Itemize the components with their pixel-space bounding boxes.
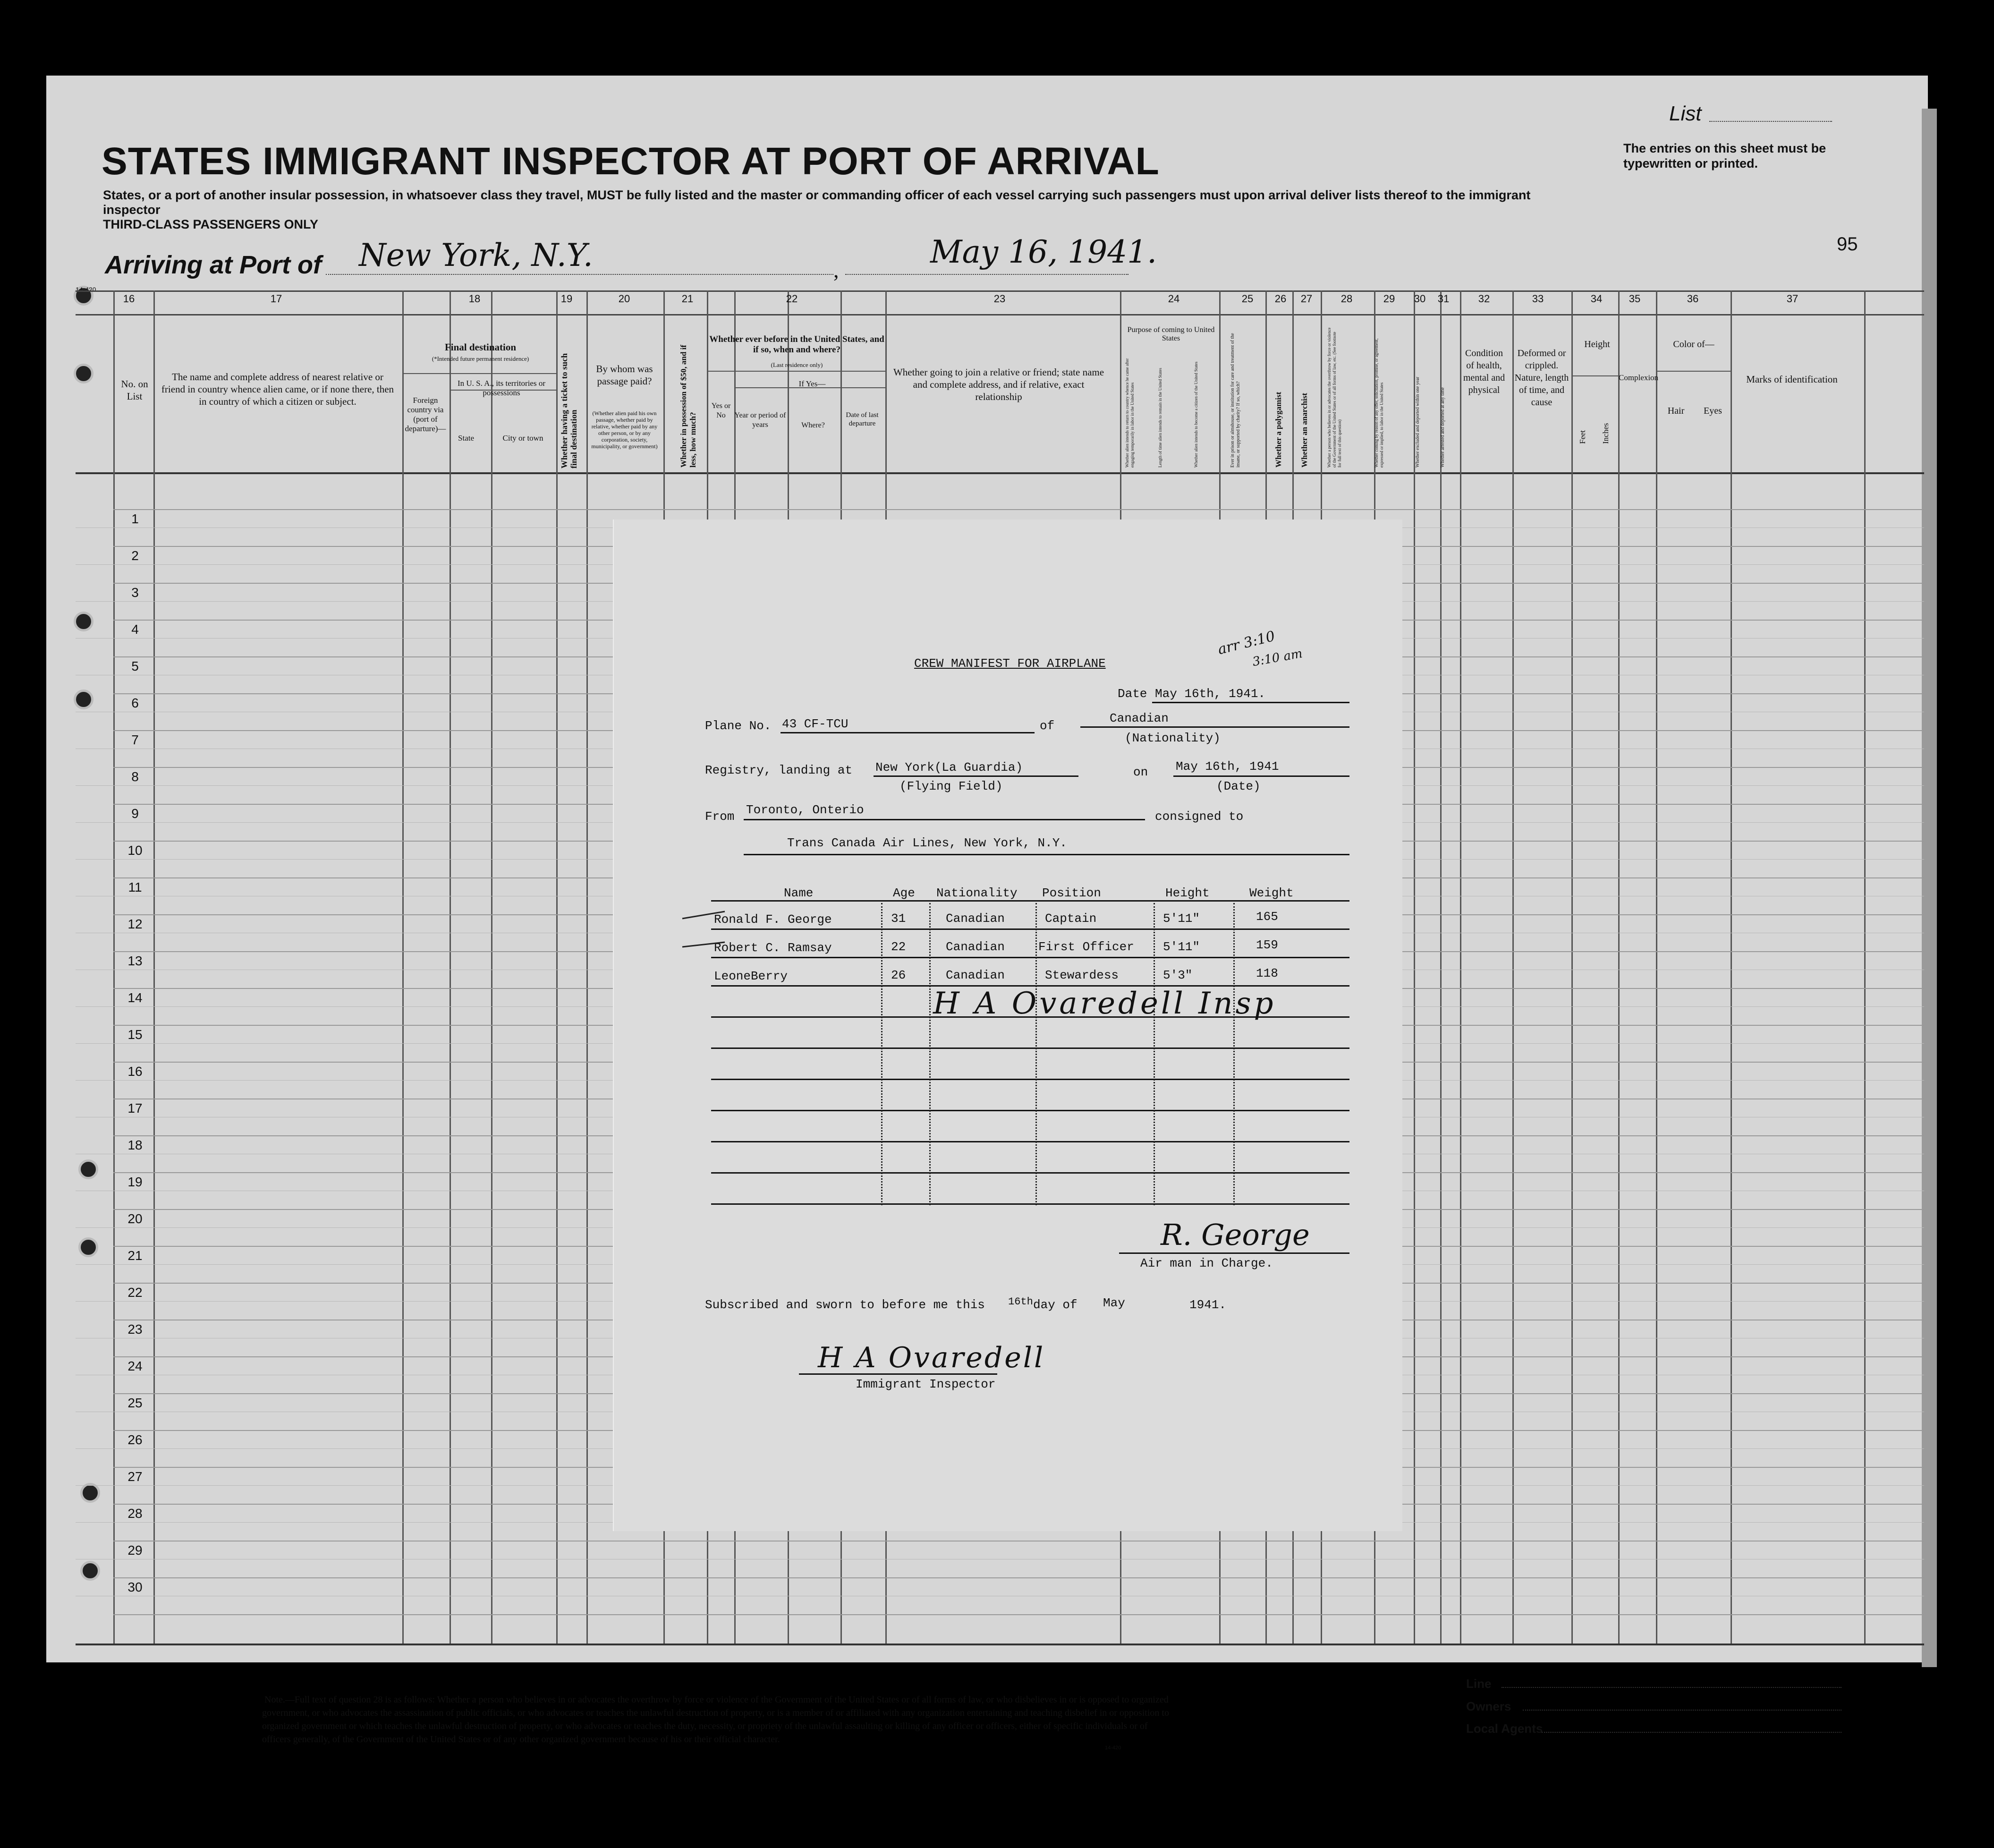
plane-number: 43 CF-TCU	[782, 717, 849, 731]
manifest-title: CREW MANIFEST FOR AIRPLANE	[914, 656, 1106, 671]
row-number: 8	[131, 769, 139, 784]
grid-subheader-line	[402, 373, 556, 374]
row-number: 22	[127, 1285, 143, 1300]
plane-label: Plane No.	[705, 719, 772, 733]
nationality-caption: (Nationality)	[1125, 731, 1221, 745]
grid-column-line	[1414, 290, 1415, 1644]
row-number: 3	[131, 585, 139, 600]
col-number: 24	[1168, 293, 1180, 305]
from-city: Toronto, Onterio	[746, 803, 864, 817]
grid-column-line	[1656, 290, 1657, 1644]
col-number: 34	[1590, 293, 1603, 305]
airman-caption: Air man in Charge.	[1140, 1256, 1273, 1270]
col-number: 33	[1532, 293, 1544, 305]
plane-nationality: Canadian	[1110, 711, 1169, 725]
col-number: 29	[1383, 293, 1395, 305]
grid-column-line	[450, 290, 451, 1644]
header-foreign-country: Foreign country via (port of departure)—	[405, 396, 446, 433]
header-passage-paid: By whom was passage paid?	[596, 363, 653, 387]
crew-1-age: 31	[891, 911, 906, 926]
punch-hole	[78, 1159, 98, 1179]
header-fifty-dollars: Whether in possession of $50, and if less, how much?	[679, 345, 697, 468]
entries-note: The entries on this sheet must be typewritten or printed.	[1623, 141, 1826, 170]
grid-column-line	[1512, 290, 1514, 1644]
grid-column-line	[1440, 290, 1442, 1644]
header-anarchist: Whether an anarchist	[1300, 392, 1309, 468]
col-number: 22	[786, 293, 798, 305]
sworn-year: 1941.	[1189, 1298, 1227, 1312]
from-line	[744, 819, 1145, 820]
crew-2-height: 5'11"	[1163, 940, 1200, 954]
landing-field: New York(La Guardia)	[875, 760, 1023, 775]
sworn-day: 16th	[1008, 1296, 1033, 1308]
grid-column-line	[1731, 290, 1732, 1644]
grid-column-line	[153, 290, 155, 1644]
header-arrested: Whether arrested and deported at any time	[1440, 387, 1445, 468]
row-number: 9	[131, 806, 139, 821]
row-number: 13	[127, 954, 143, 968]
grid-column-line	[556, 290, 558, 1644]
col-number: 17	[270, 293, 282, 305]
crew-column-divider	[881, 903, 882, 1205]
page-number: 95	[1837, 234, 1858, 255]
table-bottom-rule	[76, 1644, 1924, 1645]
header-complexion: Complexion	[1619, 373, 1659, 382]
header-nearest-relative: The name and complete address of nearest relative or friend in country whence alien came, or if none there, then in country of which a citizen or subject.	[161, 371, 394, 407]
row-number: 16	[127, 1064, 143, 1079]
consignee-line	[744, 854, 1349, 855]
list-label: List	[1669, 102, 1702, 125]
sworn-prefix: Subscribed and sworn to before me this	[705, 1298, 985, 1312]
arrival-annotation: arr 3:10	[1216, 628, 1277, 658]
row-number: 1	[131, 511, 139, 526]
grid-row-line	[113, 1577, 1924, 1578]
crew-row-line	[711, 1110, 1349, 1111]
col-number: 26	[1274, 293, 1287, 305]
plane-line	[781, 732, 1035, 733]
row-number: 10	[127, 843, 143, 858]
table-top-rule	[76, 290, 1924, 292]
row-number: 15	[127, 1027, 143, 1042]
col-number: 23	[993, 293, 1006, 305]
row-number: 6	[131, 696, 139, 710]
grid-subheader-line	[1571, 375, 1618, 376]
crew-header-weight: Weight	[1249, 886, 1294, 900]
col-number: 16	[123, 293, 135, 305]
row-number: 2	[131, 548, 139, 563]
crew-3-name: LeoneBerry	[714, 969, 788, 983]
header-hair: Hair	[1667, 406, 1685, 416]
header-excluded: Whether excluded and deported within one year	[1415, 376, 1420, 468]
header-bottom-rule	[76, 472, 1924, 474]
crew-3-position: Stewardess	[1045, 968, 1119, 982]
punch-hole	[74, 364, 93, 383]
landing-date-line	[1173, 775, 1349, 777]
header-last-residence: (Last residence only)	[771, 361, 823, 368]
row-number: 24	[127, 1359, 143, 1373]
grid-row-line	[113, 509, 1924, 510]
header-purpose-c: Whether alien intends to become a citizen of the United States	[1194, 361, 1198, 468]
header-marks: Marks of identification	[1746, 374, 1838, 385]
header-overthrow: Whether a person who believes in or advocates the overthrow by force or violence of the Government of the United States or of all forms of law, etc. (See footnote for full text of this question)	[1327, 327, 1342, 468]
header-where: Where?	[801, 421, 825, 429]
date-label: Date	[1118, 687, 1147, 701]
crew-column-divider	[1035, 903, 1037, 1205]
header-purpose: Purpose of coming to United States	[1127, 326, 1215, 342]
crew-header-age: Age	[893, 886, 915, 900]
flying-field-caption: (Flying Field)	[899, 779, 1003, 793]
consignee: Trans Canada Air Lines, New York, N.Y.	[787, 836, 1067, 850]
header-height: Height	[1584, 339, 1610, 349]
crew-2-age: 22	[891, 940, 906, 954]
airman-signature: R. George	[1161, 1218, 1310, 1252]
crew-2-weight: 159	[1256, 938, 1278, 952]
row-number: 28	[127, 1506, 143, 1521]
header-condition: Condition of health, mental and physical	[1463, 348, 1505, 395]
grid-column-line	[1460, 290, 1461, 1644]
row-number: 20	[127, 1211, 143, 1226]
column-number-rule	[76, 314, 1924, 315]
header-feet: Feet	[1578, 430, 1587, 444]
crew-3-height: 5'3"	[1163, 968, 1193, 982]
header-purpose-b: Length of time alien intends to remain in the United States	[1158, 368, 1162, 468]
header-ever-before: Whether ever before in the United States, and if so, when and where?	[709, 334, 884, 355]
row-number: 18	[127, 1138, 143, 1152]
header-eyes: Eyes	[1704, 406, 1722, 416]
punch-hole	[80, 1561, 100, 1581]
header-deformed: Deformed or crippled. Nature, length of time, and cause	[1514, 348, 1569, 408]
agents-blank	[1542, 1732, 1841, 1733]
arrival-date: May 16, 1941.	[930, 234, 1157, 270]
crew-header-position: Position	[1042, 886, 1101, 900]
nationality-line	[1080, 726, 1349, 728]
arrival-time-annotation: 3:10 am	[1251, 646, 1304, 670]
row-number: 29	[127, 1543, 143, 1558]
crew-header-height: Height	[1165, 886, 1210, 900]
crew-row-line	[711, 1047, 1349, 1049]
crew-2-position: First Officer	[1038, 940, 1134, 954]
grid-column-line	[491, 290, 492, 1644]
row-number: 27	[127, 1469, 143, 1484]
manifest-date: May 16th, 1941.	[1155, 687, 1266, 701]
sheet-edge	[1922, 109, 1937, 1667]
grid-column-line	[1571, 290, 1573, 1644]
crew-row-line	[711, 1203, 1349, 1205]
grid-column-line	[1618, 290, 1620, 1644]
row-number: 23	[127, 1322, 143, 1337]
grid-column-line	[586, 290, 588, 1644]
owners-label: Owners	[1466, 1699, 1511, 1713]
header-yes-no: Yes or No	[711, 402, 731, 419]
col-number: 27	[1300, 293, 1313, 305]
crew-row-line	[711, 928, 1349, 930]
punch-hole	[74, 690, 93, 709]
crew-1-weight: 165	[1256, 910, 1278, 924]
crew-header-nationality: Nationality	[936, 886, 1018, 900]
crew-row-line	[711, 957, 1349, 958]
on-label: on	[1133, 765, 1148, 779]
header-years: Year or period of years	[734, 411, 786, 429]
grid-subheader-line	[1656, 371, 1731, 372]
header-last-departure: Date of last departure	[846, 411, 879, 427]
crew-header-name: Name	[784, 886, 814, 900]
row-number: 14	[127, 990, 143, 1005]
header-inches: Inches	[1601, 423, 1610, 444]
row-number: 5	[131, 659, 139, 673]
line-blank	[1502, 1687, 1841, 1688]
header-final-destination: Final destination	[444, 341, 517, 353]
arriving-label: Arriving at Port of	[105, 251, 322, 279]
port-blank	[326, 274, 833, 275]
header-if-yes: If Yes—	[798, 379, 826, 388]
col-number: 31	[1437, 293, 1450, 305]
punch-hole	[74, 612, 93, 631]
date-line	[1152, 702, 1349, 703]
col-number: 37	[1786, 293, 1799, 305]
registry-label: Registry, landing at	[705, 763, 853, 777]
header-passage-paid-sub: (Whether alien paid his own passage, whether paid by relative, whether paid by any other person, or by any corporation, society, municipality, or government)	[591, 410, 658, 450]
crew-column-divider	[1154, 903, 1155, 1205]
header-going-to-join: Whether going to join a relative or friend; state name and complete address, and if relative, exact relationship	[893, 366, 1104, 402]
row-number: 7	[131, 732, 139, 747]
header-state: State	[458, 434, 474, 443]
form-subtitle: States, or a port of another insular possession, in whatsoever class they travel, MUST be fully listed and the master or commanding officer of each vessel carrying such passengers must upon arrival deliver lists thereof to the immigrant inspector	[103, 188, 1531, 217]
consigned-label: consigned to	[1155, 809, 1244, 824]
grid-row-line	[113, 1614, 1924, 1615]
line-label: Line	[1466, 1677, 1492, 1691]
col-number: 25	[1241, 293, 1254, 305]
col-number: 36	[1687, 293, 1699, 305]
inspector-signature: H A Ovaredell	[818, 1341, 1045, 1374]
row-number: 11	[128, 880, 142, 894]
crew-1-height: 5'11"	[1163, 911, 1200, 926]
crew-3-nationality: Canadian	[946, 968, 1005, 982]
row-number: 30	[127, 1580, 143, 1594]
row-number: 19	[127, 1175, 143, 1189]
inspector-line	[799, 1373, 997, 1375]
sworn-month: May	[1103, 1296, 1125, 1310]
col-number: 32	[1478, 293, 1490, 305]
header-prison: Ever in prison or almshouse, or institution for care and treatment of the insane, or supported by charity? If so, which?	[1230, 333, 1241, 468]
header-polygamist: Whether a polygamist	[1274, 392, 1283, 468]
col-number: 30	[1414, 293, 1426, 305]
agents-label: Local Agents	[1466, 1721, 1543, 1736]
crew-3-weight: 118	[1256, 966, 1278, 980]
date-caption: (Date)	[1216, 779, 1261, 793]
row-number: 17	[127, 1101, 143, 1116]
row-number: 25	[127, 1396, 143, 1410]
grid-column-line	[113, 290, 115, 1644]
sworn-day-suffix: day of	[1033, 1298, 1078, 1312]
crew-1-nationality: Canadian	[946, 911, 1005, 926]
header-final-destination-sub: (*Intended future permanent residence)	[432, 355, 529, 362]
header-in-usa: In U. S. A., its territories or possessions	[457, 379, 546, 397]
crew-column-divider	[929, 903, 931, 1205]
crew-column-divider	[1233, 903, 1235, 1205]
col-number: 21	[681, 293, 694, 305]
landing-date: May 16th, 1941	[1176, 759, 1279, 774]
col-number: 19	[560, 293, 573, 305]
row-number: 12	[127, 917, 143, 931]
owners-blank	[1523, 1710, 1841, 1711]
date-blank	[845, 274, 1129, 275]
row-number: 26	[127, 1432, 143, 1447]
crew-2-name: Robert C. Ramsay	[714, 941, 832, 955]
header-color: Color of—	[1673, 339, 1714, 349]
inspector-mark: H A Ovaredell Insp	[933, 986, 1276, 1021]
field-line	[874, 775, 1078, 777]
row-number: 21	[127, 1248, 143, 1263]
form-title: STATES IMMIGRANT INSPECTOR AT PORT OF ARRIVAL	[102, 140, 1160, 183]
crew-3-age: 26	[891, 968, 906, 982]
crew-1-position: Captain	[1045, 911, 1097, 926]
crew-row-line	[711, 1141, 1349, 1142]
col-number: 28	[1341, 293, 1353, 305]
crew-row-line	[711, 1172, 1349, 1174]
header-ticket: Whether having a ticket to such final destination	[560, 353, 578, 468]
footnote-q28: Note.—Full text of question 28 is as follows: Whether a person who believes in or advocates the overthrow by force or violence of the Government of the United States or of all forms of law, or who disbelieves in or is opposed to organized government, or who advocates the assassination of public officials, or who advocates or teaches the unlawful destruction of property, or is a member of or affiliated with any organization entertaining and teaching disbelief in or opposition to organized government or which teaches the unlawful destruction of property, or who advocates or teaches the duty, necessity, or propriety of the unlawful assaulting or killing of any officer or officers, either of specific individuals or of officers generally, of the Government of the United States or of any other organized government because of his or their official character.	[262, 1695, 1169, 1745]
col-number: 18	[468, 293, 481, 305]
punch-hole	[78, 1237, 98, 1257]
inspector-caption: Immigrant Inspector	[856, 1377, 996, 1391]
comma: ,	[833, 258, 839, 282]
list-blank	[1709, 121, 1832, 122]
col-number: 35	[1629, 293, 1641, 305]
check-marks	[680, 897, 727, 992]
header-no-on-list: No. on List	[121, 378, 148, 402]
form-code-top: 14-420	[76, 286, 96, 293]
port-value: New York, N.Y.	[359, 237, 593, 273]
col-number: 20	[618, 293, 630, 305]
row-number: 4	[131, 622, 139, 637]
grid-column-line	[402, 290, 404, 1644]
class-line: THIRD-CLASS PASSENGERS ONLY	[103, 217, 319, 231]
header-labor-offer: Whether coming by reason of any offer, solicitation, promise, or agreement, expressed or implied, to labor in the United States	[1374, 338, 1384, 468]
grid-column-line	[1864, 290, 1866, 1644]
header-purpose-a: Whether alien intends to return to country whence he came after engaging temporarily in labor in the United States	[1125, 358, 1135, 468]
airman-line	[1119, 1252, 1349, 1254]
crew-manifest-card	[613, 519, 1402, 1531]
from-label: From	[705, 809, 735, 824]
footer-code: 14-420	[1105, 1745, 1121, 1751]
crew-header-line	[711, 900, 1349, 902]
crew-row-line	[711, 1079, 1349, 1080]
punch-hole	[80, 1483, 100, 1503]
header-city: City or town	[502, 434, 543, 443]
crew-2-nationality: Canadian	[946, 940, 1005, 954]
crew-1-name: Ronald F. George	[714, 912, 832, 927]
of-label: of	[1040, 719, 1055, 733]
